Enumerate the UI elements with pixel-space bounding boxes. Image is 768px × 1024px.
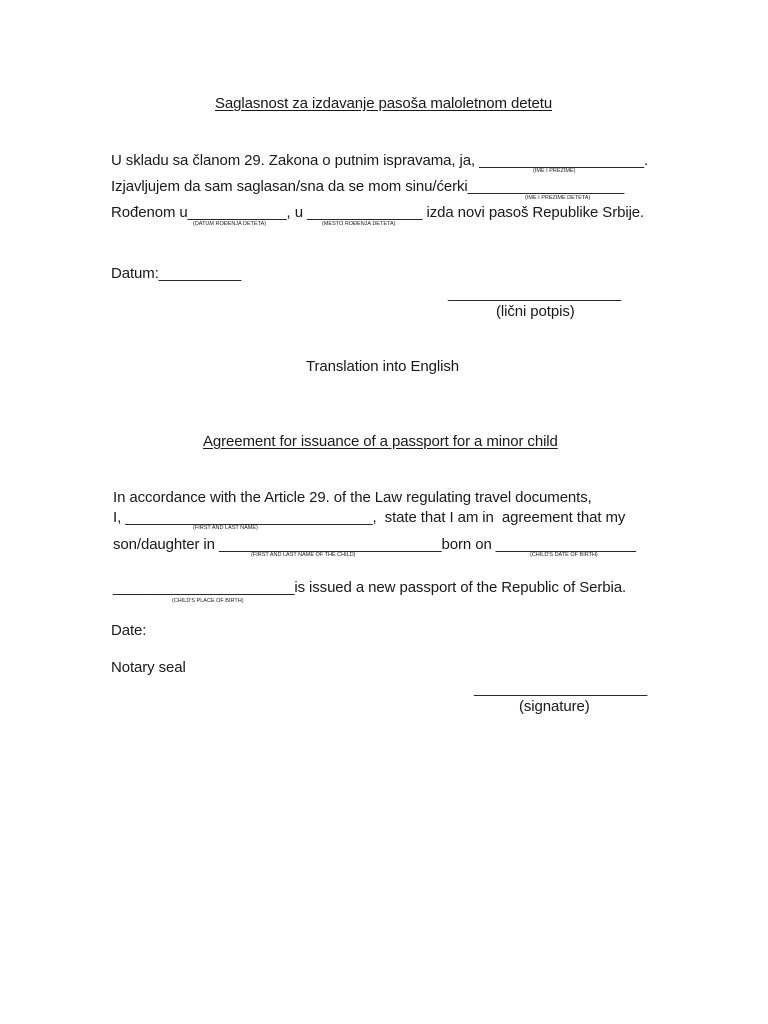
english-signature-line: _____________________	[474, 680, 648, 697]
serbian-caption-birth-date: (DATUM ROĐENJA DETETA)	[193, 221, 267, 227]
english-paragraph-line-4: ______________________is issued a new passport of the Republic of Serbia.	[113, 579, 627, 596]
english-paragraph-line-1: In accordance with the Article 29. of the Law regulating travel documents,	[113, 489, 592, 506]
english-paragraph-line-3: son/daughter in ___________________________born on _________________	[113, 536, 636, 553]
english-signature-label: (signature)	[519, 698, 590, 715]
serbian-signature-label: (lični potpis)	[496, 303, 575, 320]
english-date-field: Date:	[111, 622, 147, 639]
serbian-title: Saglasnost za izdavanje pasoša maloletnom detetu	[215, 95, 553, 112]
serbian-signature-line: _____________________	[448, 285, 622, 302]
english-caption-name: (FIRST AND LAST NAME)	[193, 525, 258, 531]
english-caption-birth-place: (CHILD'S PLACE OF BIRTH)	[172, 598, 244, 604]
serbian-caption-birth-place: (MESTO ROĐENJA DETETA)	[322, 221, 396, 227]
serbian-caption-child-name: (IME I PREZIME DETETA)	[525, 195, 591, 201]
serbian-paragraph-line-3: Rođenom u____________, u ______________ izda novi pasoš Republike Srbije.	[111, 204, 645, 221]
english-caption-child-name: (FIRST AND LAST NAME OF THE CHILD)	[251, 552, 356, 558]
english-title: Agreement for issuance of a passport for a minor child	[203, 433, 558, 450]
english-caption-birth-date: (CHILD'S DATE OF BIRTH)	[530, 552, 598, 558]
serbian-paragraph-line-2: Izjavljujem da sam saglasan/sna da se mom sinu/ćerki___________________	[111, 178, 625, 195]
serbian-paragraph-line-1: U skladu sa članom 29. Zakona o putnim ispravama, ja, ____________________.	[111, 152, 649, 169]
serbian-date-field: Datum:__________	[111, 265, 242, 282]
serbian-caption-name: (IME I PREZIME)	[533, 168, 576, 174]
english-notary-seal: Notary seal	[111, 659, 186, 676]
english-paragraph-line-2: I, ______________________________, state that I am in agreement that my	[113, 509, 626, 526]
translation-heading: Translation into English	[306, 358, 459, 375]
